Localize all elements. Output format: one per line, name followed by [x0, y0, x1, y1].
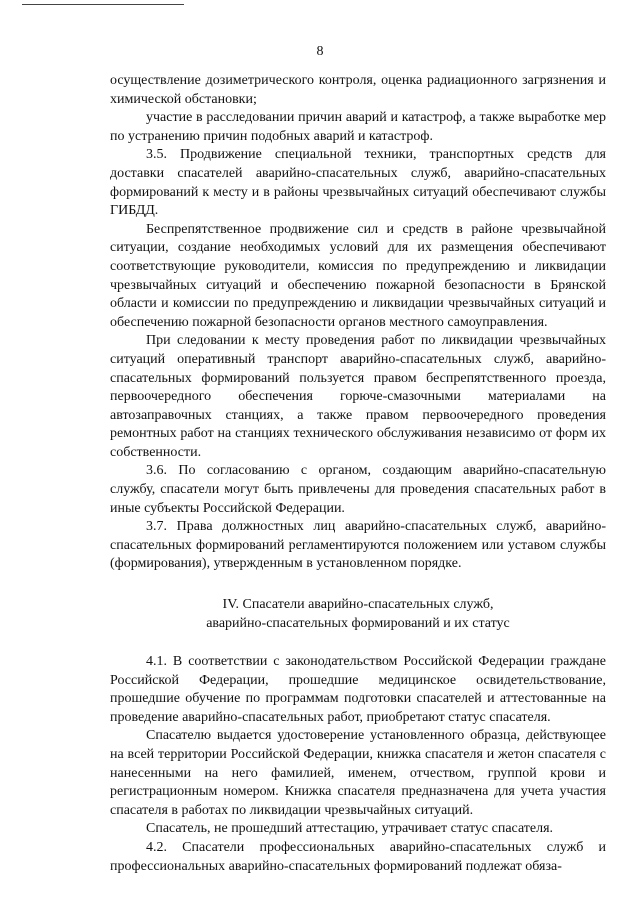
paragraph: 3.7. Права должностных лиц аварийно-спасательных служб, аварийно-спасательных формирований регламентируются положением или уставом службы (формирования), утвержденным в установленном порядке. [110, 519, 606, 572]
paragraph: 3.5. Продвижение специальной техники, транспортных средств для доставки спасателей аварийно-спасательных служб, аварийно-спасательных формирований к месту и в районы чрезвычайных ситуаций обеспечивают службы ГИБДД. [110, 147, 606, 219]
paragraph: Беспрепятственное продвижение сил и средств в районе чрезвычайной ситуации, создание необходимых условий для их размещения обеспечивают соответствующие руководители, комиссия по предупреждению и ликвидации чрезвычайных ситуаций и обеспечению пожарной безопасности в Брянской области и комиссии по предупреждению и ликвидации чрезвычайных ситуаций и обеспечению пожарной безопасности органов местного самоуправления. [110, 221, 606, 330]
page-number: 8 [316, 44, 324, 59]
paragraph: Спасатель, не прошедший аттестацию, утрачивает статус спасателя. [146, 821, 554, 837]
paragraph: 4.1. В соответствии с законодательством Российской Федерации граждане Российской Федерации, прошедшие медицинское освидетельствование, прошедшие обучение по программам подготовки спасателей и аттестованные на проведение аварийно-спасательных работ, приобретают статус спасателя. [110, 654, 606, 725]
paragraph: участие в расследовании причин аварий и катастроф, а также выработке мер по устранению причин подобных аварий и катастроф. [110, 110, 606, 144]
paragraph: 3.6. По согласованию с органом, создающим аварийно-спасательную службу, спасатели могут быть привлечены для проведения спасательных работ в иные субъекты Российской Федерации. [110, 463, 606, 516]
top-rule [22, 4, 184, 5]
section-heading-line: IV. Спасатели аварийно-спасательных служб, [222, 597, 494, 613]
paragraph: При следовании к месту проведения работ по ликвидации чрезвычайных ситуаций оперативный транспорт аварийно-спасательных служб, аварийно-спасательных формирований пользуется правом беспрепятственного проезда, первоочередного обеспечения горюче-смазочными материалами на автозаправочных станциях, а также правом первоочередного проведения ремонтных работ на станциях технического обслуживания независимо от форм их собственности. [110, 333, 606, 460]
paragraph: Спасателю выдается удостоверение установленного образца, действующее на всей территории Российской Федерации, книжка спасателя и жетон спасателя с нанесенными на него фамилией, именем, отчеством, группой крови и регистрационным номером. Книжка спасателя предназначена для учета участия спасателя в работах по ликвидации чрезвычайных ситуаций. [110, 728, 606, 818]
paragraph: осуществление дозиметрического контроля, оценка радиационного загрязнения и химической обстановки; [110, 73, 606, 107]
section-heading [110, 595, 606, 633]
section-heading-line: аварийно-спасательных формирований и их статус [206, 616, 510, 632]
paragraph: 4.2. Спасатели профессиональных аварийно-спасательных служб и профессиональных аварийно-спасательных формирований подлежат обяза- [110, 839, 606, 874]
document-body [110, 72, 606, 876]
